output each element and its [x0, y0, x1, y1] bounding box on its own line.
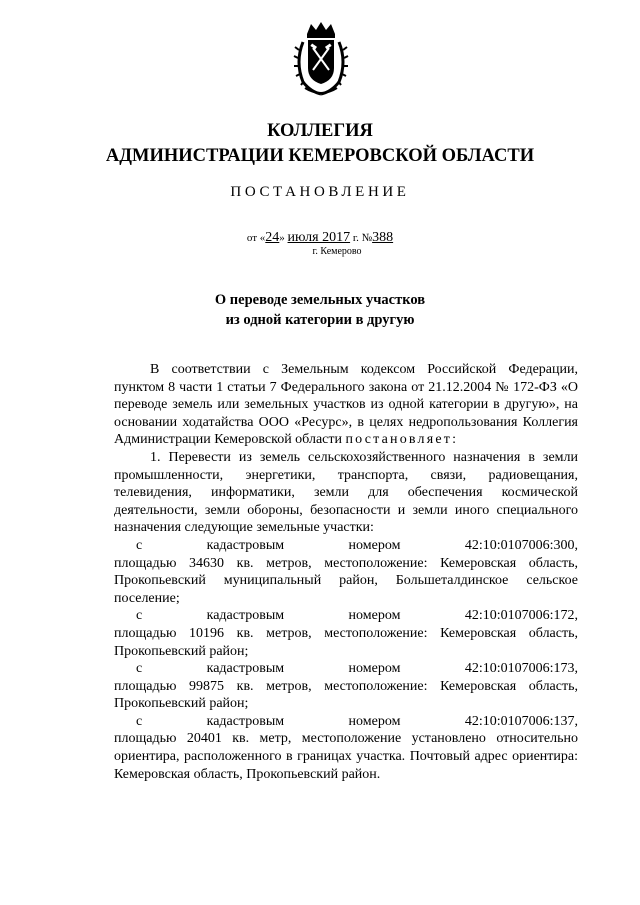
parcel-4-header [114, 713, 578, 731]
parcel-header-word: 42:10:0107006:173, [464, 661, 578, 677]
parcel-2-details: площадью 10196 кв. метров, местоположение: Кемеровская область, Прокопьевский район; [114, 625, 578, 659]
intro-paragraph [114, 361, 578, 449]
parcel-header-word: кадастровым [206, 537, 285, 553]
date-month-year: июля 2017 [287, 230, 351, 245]
parcel-header-word: с [136, 608, 143, 624]
parcel-header-word: номером [348, 608, 401, 624]
document-subject [0, 290, 640, 330]
city-line [0, 246, 640, 257]
number-prefix: № [361, 232, 373, 244]
date-prefix: от « [246, 232, 266, 244]
parcel-header-word: кадастровым [206, 713, 285, 729]
parcel-header-word: с [136, 537, 143, 553]
date-number-line [0, 230, 640, 246]
parcel-header-word: с [136, 713, 143, 729]
date-day: 24 [265, 230, 280, 245]
document-number: 388 [372, 230, 394, 245]
city: г. Кемерово [312, 246, 362, 257]
intro-text: В соответствии с Земельным кодексом Российской Федерации, пунктом 8 части 1 статьи 7 Федерального закона от 21.12.2004 № 172-ФЗ «О переводе земель или земельных участков из одной категории в другую», на основании ходатайства ООО «Ресурс», в целях недропользования Коллегия Администрации Кемеровской области [114, 362, 578, 448]
parcel-1-details: площадью 34630 кв. метров, местоположение: Кемеровская область, Прокопьевский муниципальный район, Большеталдинское сельское поселение; [114, 555, 578, 606]
parcel-header-word: номером [348, 537, 401, 553]
decree-word: постановляет: [345, 432, 459, 448]
parcel-4-details: площадью 20401 кв. метр, местоположение установлено относительно ориентира, расположенного в границах участка. Почтовый адрес ориентира: Кемеровская область, Прокопьевский район. [114, 731, 578, 782]
parcel-header-word: 42:10:0107006:300, [464, 537, 578, 553]
item-1-paragraph: 1. Перевести из земель сельскохозяйственного назначения в земли промышленности, энергетики, транспорта, связи, радиовещания, телевидения, информатики, земли для обеспечения космической деятельности, земли обороны, безопасности и земли иного специального назначения следующие земельные участки: [114, 449, 578, 536]
parcel-header-word: номером [348, 661, 401, 677]
date-mid: » [279, 232, 285, 244]
subject-line2: из одной категории в другую [225, 312, 415, 328]
parcel-2-header [114, 607, 578, 625]
date-year-suffix: г. [352, 232, 359, 244]
parcel-header-word: с [136, 661, 143, 677]
kemerovo-region-coat-of-arms-icon [293, 20, 349, 98]
parcel-header-word: кадастровым [206, 608, 285, 624]
parcel-3-header [114, 660, 578, 678]
parcel-header-word: 42:10:0107006:137, [464, 713, 578, 729]
document-type: ПОСТАНОВЛЕНИЕ [230, 184, 410, 200]
parcel-1-header [114, 537, 578, 555]
parcel-header-word: 42:10:0107006:172, [464, 608, 578, 624]
parcel-header-word: кадастровым [206, 661, 285, 677]
parcel-header-word: номером [348, 713, 401, 729]
org-name-line2: АДМИНИСТРАЦИИ КЕМЕРОВСКОЙ ОБЛАСТИ [105, 146, 535, 166]
parcel-3-details: площадью 99875 кв. метров, местоположение: Кемеровская область, Прокопьевский район; [114, 678, 578, 712]
document-body [114, 361, 578, 783]
org-name-line1: КОЛЛЕГИЯ [267, 121, 373, 141]
subject-line1: О переводе земельных участков [214, 292, 426, 308]
